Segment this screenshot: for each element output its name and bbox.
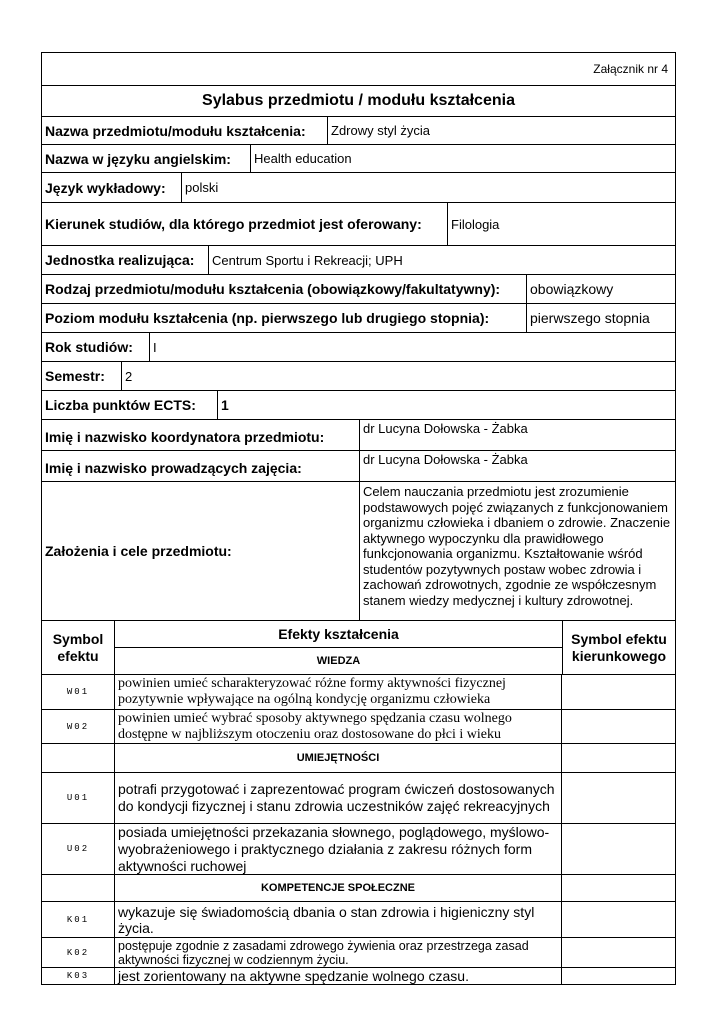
table-row xyxy=(42,901,675,937)
year-label: Rok studiów: xyxy=(45,339,133,355)
effect-text: wykazuje się świadomością dbania o stan zdrowia i higieniczny styl życia. xyxy=(114,902,561,937)
table-row xyxy=(42,674,675,709)
effects-header: Efekty kształcenia xyxy=(278,626,399,643)
teachers-row xyxy=(42,450,675,481)
unit-row xyxy=(42,245,675,274)
table-row xyxy=(42,823,675,874)
english-name-value: Health education xyxy=(250,145,675,172)
direction-symbol-header: Symbol efektu kierunkowego xyxy=(562,621,675,674)
goals-row xyxy=(42,481,675,620)
language-row xyxy=(42,172,675,202)
course-name-row xyxy=(42,116,675,144)
empty-cell xyxy=(42,744,114,772)
effect-direction-symbol xyxy=(561,675,675,709)
empty-cell xyxy=(561,744,675,772)
english-name-label: Nazwa w języku angielskim: xyxy=(45,150,231,167)
semester-value: 2 xyxy=(121,362,675,390)
empty-cell xyxy=(42,875,114,901)
table-row xyxy=(42,772,675,823)
effect-direction-symbol xyxy=(561,902,675,937)
effect-text: potrafi przygotować i zaprezentować program ćwiczeń dostosowanych do kondycji fizycznej i stanu zdrowia uczestników zajęć rekreacyjnych xyxy=(114,773,561,823)
semester-row xyxy=(42,361,675,390)
syllabus-table xyxy=(41,52,676,985)
level-label: Poziom modułu kształcenia (np. pierwszego lub drugiego stopnia): xyxy=(45,310,490,326)
symbol-header: Symbol efektu xyxy=(52,630,104,664)
ects-label: Liczba punktów ECTS: xyxy=(45,397,196,413)
effect-symbol: K02 xyxy=(66,947,90,958)
level-row xyxy=(42,303,675,332)
goals-value: Celem nauczania przedmiotu jest zrozumienie podstawowych pojęć związanych z funkcjonowaniem organizmu człowieka i dbaniem o zdrowie. Znaczenie aktywnego wypoczynku dla prawidłowego funkcjonowania organizmu. Kształtowanie wśród studentów pozytywnych postaw wobec zdrowia i zachowań zdrowotnych, zgodnie ze współczesnym stanem wiedzy medycznej i kultury zdrowotnej. xyxy=(359,482,675,620)
effect-text: jest zorientowany na aktywne spędzanie wolnego czasu. xyxy=(114,968,561,984)
knowledge-header: WIEDZA xyxy=(115,647,562,674)
effect-symbol: U02 xyxy=(66,844,90,854)
unit-label: Jednostka realizująca: xyxy=(45,252,195,268)
skills-header: UMIEJĘTNOŚCI xyxy=(114,744,561,772)
type-row xyxy=(42,274,675,303)
course-name-value: Zdrowy styl życia xyxy=(327,117,675,144)
effect-direction-symbol xyxy=(561,968,675,984)
unit-value: Centrum Sportu i Rekreacji; UPH xyxy=(208,246,675,274)
effect-symbol: K03 xyxy=(66,971,90,981)
title-row xyxy=(42,85,675,116)
direction-value: Filologia xyxy=(447,203,675,245)
direction-label: Kierunek studiów, dla którego przedmiot jest oferowany: xyxy=(45,216,422,232)
effect-symbol: W01 xyxy=(66,687,90,697)
effect-direction-symbol xyxy=(561,710,675,743)
effect-direction-symbol xyxy=(561,938,675,967)
table-row xyxy=(42,709,675,743)
effect-text: powinien umieć scharakteryzować różne formy aktywności fizycznej pozytywnie wpływające na ogólną kondycję organizmu człowieka xyxy=(114,675,561,709)
social-header: KOMPETENCJE SPOŁECZNE xyxy=(114,875,561,901)
language-label: Język wykładowy: xyxy=(45,179,166,196)
direction-row xyxy=(42,202,675,245)
type-value: obowiązkowy xyxy=(526,275,675,303)
ects-row xyxy=(42,390,675,419)
empty-cell xyxy=(561,875,675,901)
course-name-label: Nazwa przedmiotu/modułu kształcenia: xyxy=(45,122,306,139)
effect-symbol: W02 xyxy=(66,721,90,732)
coordinator-value: dr Lucyna Dołowska - Żabka xyxy=(359,420,675,450)
year-row xyxy=(42,332,675,361)
effect-text: posiada umiejętności przekazania słownego, poglądowego, myślowo-wyobrażeniowego i praktycznego działania z zakresu różnych form aktywności ruchowej xyxy=(114,824,561,874)
effects-header-col xyxy=(114,621,562,674)
table-row xyxy=(42,937,675,967)
skills-header-row xyxy=(42,743,675,772)
effect-text: postępuje zgodnie z zasadami zdrowego żywienia oraz przestrzega zasad aktywności fizycznej w codziennym życiu. xyxy=(114,938,561,967)
coordinator-label: Imię i nazwisko koordynatora przedmiotu: xyxy=(45,429,325,445)
effect-direction-symbol xyxy=(561,773,675,823)
year-value: I xyxy=(149,333,675,361)
effect-symbol: K01 xyxy=(66,914,90,925)
social-header-row xyxy=(42,874,675,901)
english-name-row xyxy=(42,144,675,172)
level-value: pierwszego stopnia xyxy=(526,304,675,332)
teachers-value: dr Lucyna Dołowska - Żabka xyxy=(359,451,675,481)
semester-label: Semestr: xyxy=(45,368,105,384)
type-label: Rodzaj przedmiotu/modułu kształcenia (obowiązkowy/fakultatywny): xyxy=(45,281,501,297)
effect-text: powinien umieć wybrać sposoby aktywnego spędzania czasu wolnego dostępne w najbliższym otoczeniu oraz dostosowane do płci i wieku xyxy=(114,710,561,743)
goals-label: Założenia i cele przedmiotu: xyxy=(45,543,232,559)
annex-label: Załącznik nr 4 xyxy=(593,62,668,76)
language-value: polski xyxy=(181,173,675,202)
ects-value: 1 xyxy=(217,391,675,419)
page-title: Sylabus przedmiotu / modułu kształcenia xyxy=(202,92,515,109)
coordinator-row xyxy=(42,419,675,450)
effect-symbol: U01 xyxy=(66,793,90,803)
table-row xyxy=(42,967,675,984)
annex-row xyxy=(42,53,675,85)
teachers-label: Imię i nazwisko prowadzących zajęcia: xyxy=(45,460,302,476)
effects-header-row xyxy=(42,620,675,674)
effect-direction-symbol xyxy=(561,824,675,874)
